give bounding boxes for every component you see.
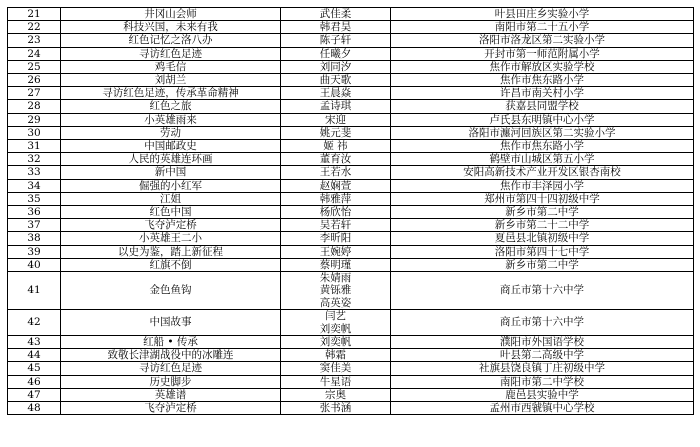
author-name: 宋迎 bbox=[325, 113, 346, 126]
row-number: 43 bbox=[8, 336, 61, 349]
author-name: 王晨焱 bbox=[319, 87, 352, 100]
work-title: 寻访红色足迹 bbox=[61, 47, 281, 60]
row-number: 39 bbox=[8, 245, 61, 258]
author-names bbox=[281, 126, 391, 139]
row-number: 42 bbox=[8, 310, 61, 336]
author-name: 李昕阳 bbox=[319, 232, 352, 245]
table-row bbox=[8, 258, 694, 271]
row-number: 33 bbox=[8, 166, 61, 179]
table-row bbox=[8, 336, 694, 349]
table-row bbox=[8, 87, 694, 100]
author-names bbox=[281, 388, 391, 401]
row-number: 36 bbox=[8, 206, 61, 219]
row-number: 35 bbox=[8, 192, 61, 205]
work-title: 寻访红色足迹，传承革命精神 bbox=[61, 87, 281, 100]
author-names bbox=[281, 60, 391, 73]
row-number: 23 bbox=[8, 34, 61, 47]
row-number: 28 bbox=[8, 100, 61, 113]
work-title: 以史为鉴，踏上新征程 bbox=[61, 245, 281, 258]
school-name: 洛阳市洛龙区第二实验小学 bbox=[391, 34, 694, 47]
table-row bbox=[8, 113, 694, 126]
awards-table bbox=[7, 7, 694, 415]
work-title: 红旗不倒 bbox=[61, 258, 281, 271]
school-name: 焦作市焦东路小学 bbox=[391, 74, 694, 87]
row-number: 48 bbox=[8, 402, 61, 415]
author-names bbox=[281, 375, 391, 388]
row-number: 25 bbox=[8, 60, 61, 73]
school-name: 鹤壁市山城区第五小学 bbox=[391, 153, 694, 166]
author-name: 蔡明瑾 bbox=[319, 258, 352, 271]
school-name: 郑州市第四十四初级中学 bbox=[391, 192, 694, 205]
work-title: 人民的英雄连环画 bbox=[61, 153, 281, 166]
school-name: 叶县第二高级中学 bbox=[391, 349, 694, 362]
school-name: 濮阳市外国语学校 bbox=[391, 336, 694, 349]
author-name: 张书涵 bbox=[319, 402, 352, 415]
table-row bbox=[8, 375, 694, 388]
school-name: 南阳市第二中学校 bbox=[391, 375, 694, 388]
author-name: 吴若轩 bbox=[319, 219, 352, 232]
table-row bbox=[8, 219, 694, 232]
school-name: 焦作市丰泽园小学 bbox=[391, 179, 694, 192]
author-name: 宗奥 bbox=[325, 388, 346, 401]
row-number: 30 bbox=[8, 126, 61, 139]
author-names bbox=[281, 219, 391, 232]
row-number: 40 bbox=[8, 258, 61, 271]
row-number: 24 bbox=[8, 47, 61, 60]
school-name: 新乡市第二中学 bbox=[391, 258, 694, 271]
work-title: 红船 • 传承 bbox=[61, 336, 281, 349]
table-row bbox=[8, 100, 694, 113]
row-number: 29 bbox=[8, 113, 61, 126]
author-name: 黄铄雅 bbox=[319, 284, 352, 297]
author-name: 王若水 bbox=[319, 166, 352, 179]
author-name: 赵娴萱 bbox=[319, 179, 352, 192]
author-name: 陈子轩 bbox=[319, 34, 352, 47]
author-name: 孟诗琪 bbox=[319, 100, 352, 113]
school-name: 新乡市第二中学 bbox=[391, 206, 694, 219]
author-name: 朱婧雨 bbox=[319, 272, 352, 285]
school-name: 商丘市第十六中学 bbox=[391, 310, 694, 336]
row-number: 44 bbox=[8, 349, 61, 362]
work-title: 红色中国 bbox=[61, 206, 281, 219]
school-name: 焦作市解放区实验学校 bbox=[391, 60, 694, 73]
work-title: 小英雄王二小 bbox=[61, 232, 281, 245]
table-row bbox=[8, 47, 694, 60]
author-names bbox=[281, 100, 391, 113]
table-row bbox=[8, 192, 694, 205]
row-number: 46 bbox=[8, 375, 61, 388]
table-row bbox=[8, 34, 694, 47]
row-number: 21 bbox=[8, 8, 61, 21]
author-names bbox=[281, 258, 391, 271]
table-row bbox=[8, 349, 694, 362]
author-names bbox=[281, 113, 391, 126]
author-names bbox=[281, 349, 391, 362]
work-title: 江姐 bbox=[61, 192, 281, 205]
author-name: 刘同汐 bbox=[319, 60, 352, 73]
table-row bbox=[8, 179, 694, 192]
school-name: 叶县田庄乡实验小学 bbox=[391, 8, 694, 21]
work-title: 劳动 bbox=[61, 126, 281, 139]
author-names bbox=[281, 47, 391, 60]
author-names bbox=[281, 8, 391, 21]
school-name: 许昌市南关村小学 bbox=[391, 87, 694, 100]
work-title: 中国邮政史 bbox=[61, 140, 281, 153]
school-name: 焦作市焦东路小学 bbox=[391, 140, 694, 153]
row-number: 41 bbox=[8, 272, 61, 310]
author-names bbox=[281, 272, 391, 310]
work-title: 历史脚步 bbox=[61, 375, 281, 388]
work-title: 红色记忆之洛八办 bbox=[61, 34, 281, 47]
work-title: 新中国 bbox=[61, 166, 281, 179]
author-names bbox=[281, 34, 391, 47]
row-number: 27 bbox=[8, 87, 61, 100]
work-title: 金色鱼钩 bbox=[61, 272, 281, 310]
table-row bbox=[8, 206, 694, 219]
author-name: 姬 祎 bbox=[323, 140, 348, 153]
school-name: 卢氏县东明镇中心小学 bbox=[391, 113, 694, 126]
author-name: 闫艺 bbox=[325, 310, 346, 323]
author-name: 韩霜 bbox=[325, 349, 346, 362]
row-number: 22 bbox=[8, 21, 61, 34]
author-name: 姚元斐 bbox=[319, 126, 352, 139]
table-row bbox=[8, 272, 694, 310]
row-number: 34 bbox=[8, 179, 61, 192]
work-title: 科技兴国，未来有我 bbox=[61, 21, 281, 34]
row-number: 45 bbox=[8, 362, 61, 375]
author-name: 杨欣怡 bbox=[319, 206, 352, 219]
author-name: 韩君昊 bbox=[319, 21, 352, 34]
table-row bbox=[8, 74, 694, 87]
table-row bbox=[8, 362, 694, 375]
school-name: 获嘉县同盟学校 bbox=[391, 100, 694, 113]
school-name: 洛阳市第四十七中学 bbox=[391, 245, 694, 258]
author-name: 韩雅萍 bbox=[319, 192, 352, 205]
table-row bbox=[8, 60, 694, 73]
row-number: 37 bbox=[8, 219, 61, 232]
table-row bbox=[8, 126, 694, 139]
author-name: 高英姿 bbox=[319, 296, 352, 309]
author-names bbox=[281, 310, 391, 336]
table-row bbox=[8, 21, 694, 34]
author-name: 武佳柔 bbox=[319, 8, 352, 20]
row-number: 26 bbox=[8, 74, 61, 87]
table-row bbox=[8, 153, 694, 166]
table-row bbox=[8, 388, 694, 401]
work-title: 致敬长津湖战役中的冰雕连 bbox=[61, 349, 281, 362]
school-name: 商丘市第十六中学 bbox=[391, 272, 694, 310]
school-name: 鹿邑县实验中学 bbox=[391, 388, 694, 401]
author-name: 董育汝 bbox=[319, 153, 352, 166]
author-name: 刘奕帆 bbox=[319, 336, 352, 349]
author-name: 王婉婷 bbox=[319, 245, 352, 258]
school-name: 洛阳市瀍河回族区第二实验小学 bbox=[391, 126, 694, 139]
author-name: 窦佳美 bbox=[319, 362, 352, 375]
table-row bbox=[8, 140, 694, 153]
work-title: 飞夺泸定桥 bbox=[61, 402, 281, 415]
row-number: 32 bbox=[8, 153, 61, 166]
author-names bbox=[281, 232, 391, 245]
author-names bbox=[281, 166, 391, 179]
awards-table-body bbox=[8, 8, 694, 415]
work-title: 寻访红色足迹 bbox=[61, 362, 281, 375]
author-names bbox=[281, 402, 391, 415]
work-title: 鸡毛信 bbox=[61, 60, 281, 73]
school-name: 孟州市西虢镇中心学校 bbox=[391, 402, 694, 415]
row-number: 31 bbox=[8, 140, 61, 153]
author-name: 任曦夕 bbox=[319, 47, 352, 60]
author-names bbox=[281, 21, 391, 34]
table-row bbox=[8, 8, 694, 21]
author-names bbox=[281, 153, 391, 166]
author-names bbox=[281, 336, 391, 349]
work-title: 刘胡兰 bbox=[61, 74, 281, 87]
table-row bbox=[8, 310, 694, 336]
author-name: 曲天歌 bbox=[319, 74, 352, 87]
work-title: 英雄谱 bbox=[61, 388, 281, 401]
author-name: 牛星语 bbox=[319, 375, 352, 388]
author-names bbox=[281, 179, 391, 192]
school-name: 新乡市第二十二中学 bbox=[391, 219, 694, 232]
author-names bbox=[281, 192, 391, 205]
row-number: 38 bbox=[8, 232, 61, 245]
school-name: 开封市第一师范附属小学 bbox=[391, 47, 694, 60]
school-name: 安阳高新技术产业开发区银杏南校 bbox=[391, 166, 694, 179]
author-names bbox=[281, 87, 391, 100]
work-title: 小英雄雨来 bbox=[61, 113, 281, 126]
table-row bbox=[8, 245, 694, 258]
author-names bbox=[281, 206, 391, 219]
author-names bbox=[281, 74, 391, 87]
row-number: 47 bbox=[8, 388, 61, 401]
school-name: 夏邑县北镇初级中学 bbox=[391, 232, 694, 245]
school-name: 社旗县饶良镇丁庄初级中学 bbox=[391, 362, 694, 375]
school-name: 南阳市第二十五小学 bbox=[391, 21, 694, 34]
author-name: 刘奕帆 bbox=[319, 322, 352, 335]
work-title: 中国故事 bbox=[61, 310, 281, 336]
author-names bbox=[281, 362, 391, 375]
author-names bbox=[281, 140, 391, 153]
author-names bbox=[281, 245, 391, 258]
table-row bbox=[8, 402, 694, 415]
work-title: 井冈山会师 bbox=[61, 8, 281, 21]
work-title: 红色之旅 bbox=[61, 100, 281, 113]
work-title: 倔强的小红军 bbox=[61, 179, 281, 192]
table-row bbox=[8, 166, 694, 179]
work-title: 飞夺泸定桥 bbox=[61, 219, 281, 232]
table-row bbox=[8, 232, 694, 245]
